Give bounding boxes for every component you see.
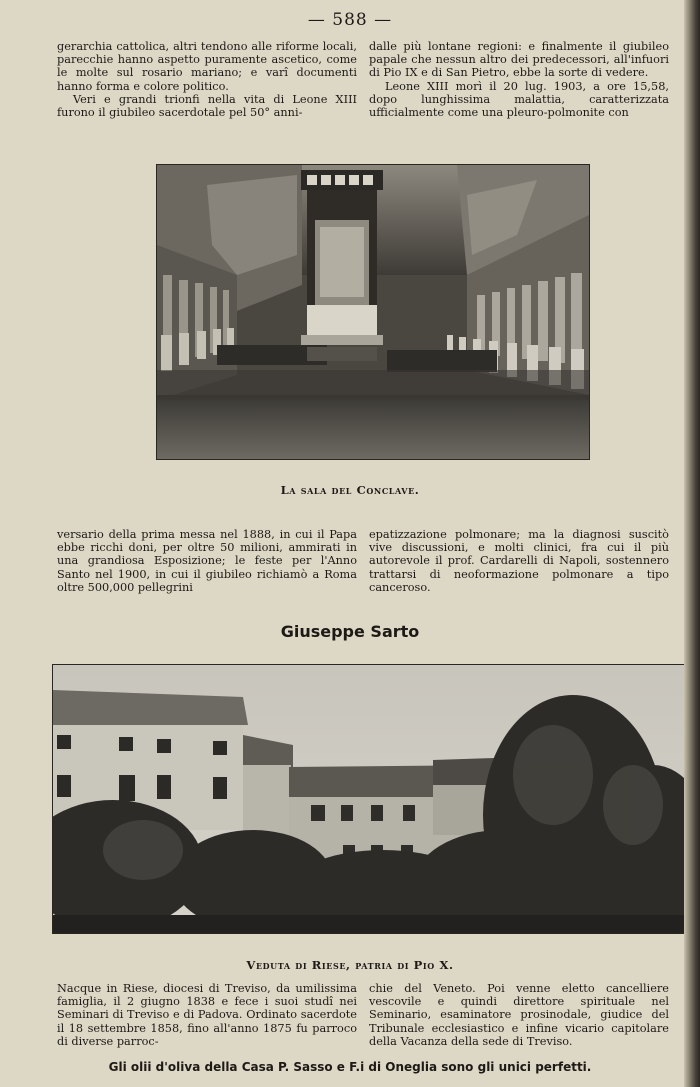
bottom-text-block <box>57 982 669 1048</box>
middle-text-block <box>57 528 669 594</box>
top-text-block <box>57 40 669 119</box>
middle-right-column <box>369 528 669 594</box>
paragraph: dalle più lontane regioni: e finalmente il giubileo papale che nessun altro dei predecessori, all'infuori di Pio IX e di San Pietro, ebbe la sorte di vedere. <box>369 40 669 80</box>
photo1-caption: La sala del Conclave. <box>280 483 420 497</box>
paragraph: Nacque in Riese, diocesi di Treviso, da umilissima famiglia, il 2 giugno 1838 e fece i suoi studî nei Seminari di Treviso e di Padova. Ordinato sacerdote il 18 settembre 1858, fino all'anno 1875 fu parroco di diverse parroc- <box>57 982 357 1048</box>
page-number: — 588 — <box>307 10 393 30</box>
book-spine-shadow <box>684 0 700 1087</box>
section-title: Giuseppe Sarto <box>280 622 420 641</box>
paragraph: Veri e grandi trionfi nella vita di Leone XIII furono il giubileo sacerdotale pel 50° anni- <box>57 92 357 120</box>
paragraph: gerarchia cattolica, altri tendono alle riforme locali, parecchie hanno aspetto puramente ascetico, come le molte sul rosario mariano; e varî documenti hanno forma e colore politico. <box>57 40 357 93</box>
bottom-left-column <box>57 982 357 1048</box>
conclave-hall-photo <box>156 164 590 460</box>
footer-advertisement: Gli olii d'oliva della Casa P. Sasso e F.i di Oneglia sono gli unici perfetti. <box>108 1060 592 1074</box>
paragraph: epatizzazione polmonare; ma la diagnosi suscitò vive discussioni, e molti clinici, fra cui il più autorevole il prof. Cardarelli di Napoli, sostennero trattarsi di neoformazione polmonare a tipo canceroso. <box>369 528 669 594</box>
bottom-right-column <box>369 982 669 1048</box>
photo2-caption: Veduta di Riese, patria di Pio X. <box>246 958 454 972</box>
middle-left-column <box>57 528 357 594</box>
top-left-column <box>57 40 357 119</box>
paragraph: chie del Veneto. Poi venne eletto cancelliere vescovile e quindi direttore spirituale nel Seminario, esaminatore prosinodale, giudice del Tribunale ecclesiastico e infine vicario capitolare della Vacanza della sede di Treviso. <box>369 982 669 1048</box>
paragraph: versario della prima messa nel 1888, in cui il Papa ebbe ricchi doni, per oltre 50 milioni, ammirati in una grandiosa Esposizione; le feste per l'Anno Santo nel 1900, in cui il giubileo richiamò a Roma oltre 500,000 pellegrini <box>57 528 357 594</box>
paragraph: Leone XIII morì il 20 lug. 1903, a ore 15,58, dopo lunghissima malattia, caratterizzata ufficialmente come una pleuro-polmonite con <box>369 79 669 120</box>
top-right-column <box>369 40 669 119</box>
riese-view-photo <box>52 664 686 934</box>
